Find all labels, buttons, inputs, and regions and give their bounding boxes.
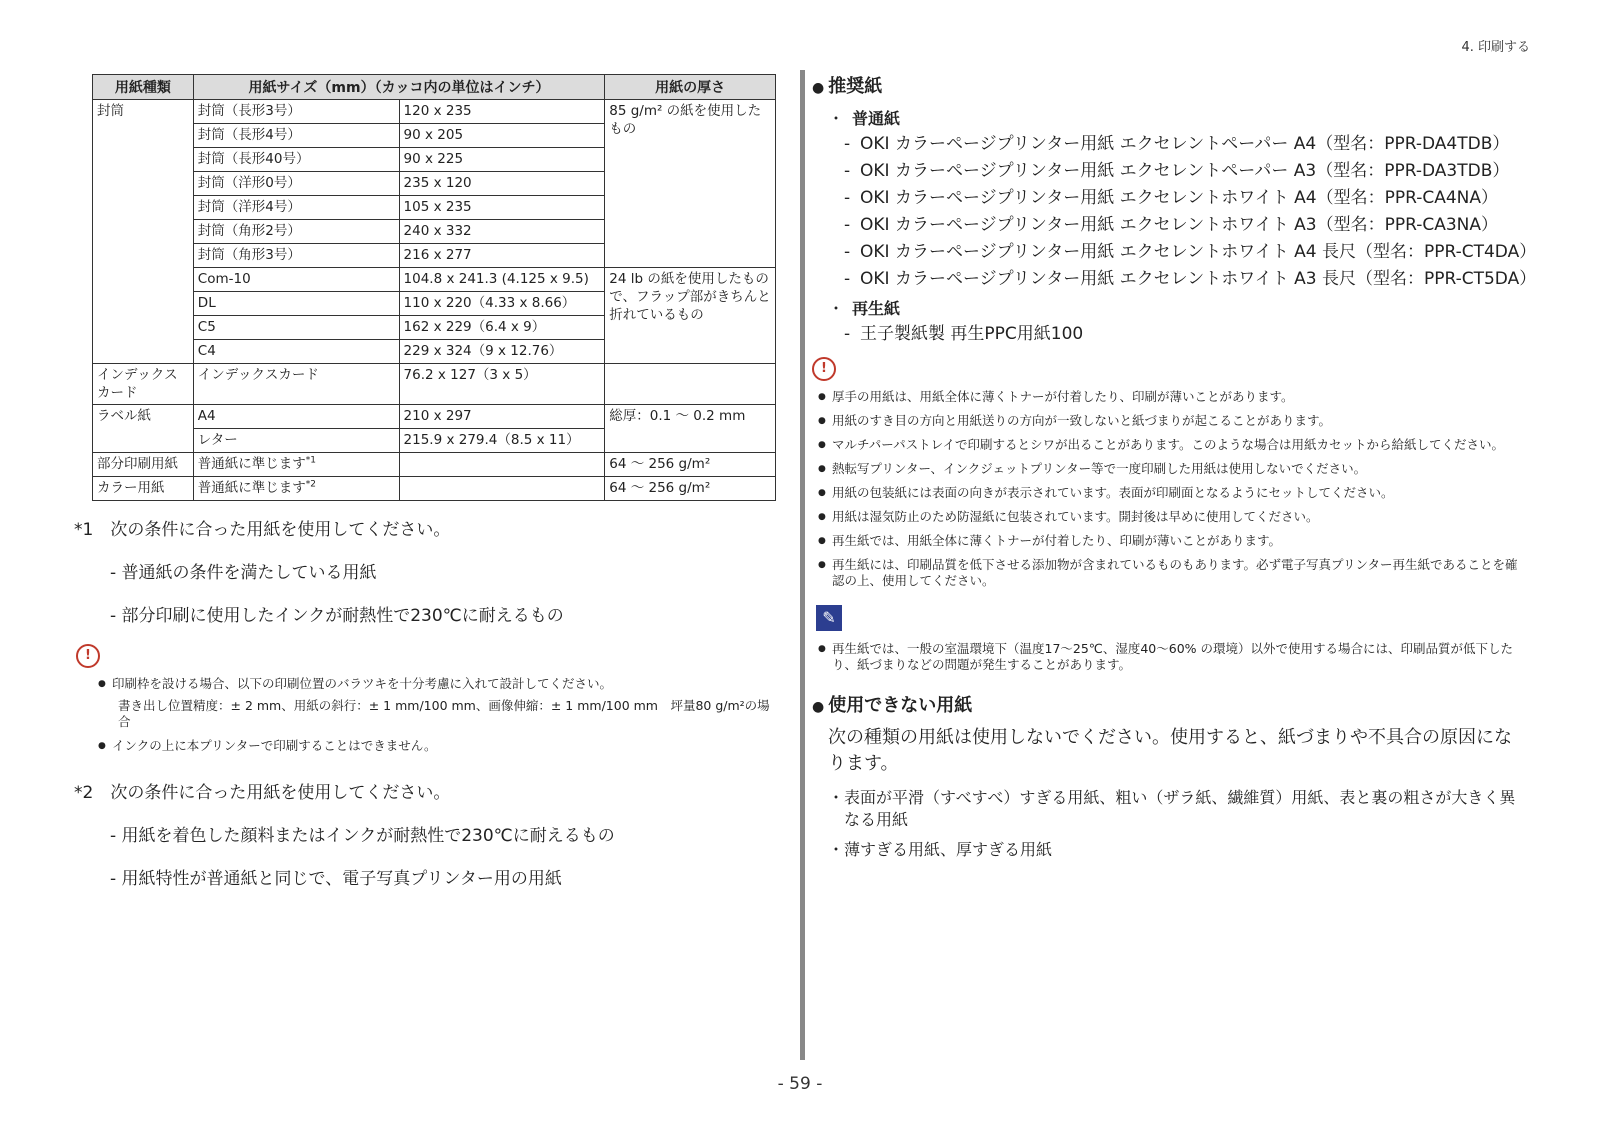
- cell-name: 封筒（角形2号）: [193, 220, 399, 244]
- cell-type-partial: 部分印刷用紙: [93, 453, 194, 477]
- cell-thickness: [605, 364, 776, 405]
- section-title-unusable: ● 使用できない用紙: [812, 695, 973, 716]
- list-item: ・ 薄すぎる用紙、厚すぎる用紙: [828, 840, 1053, 859]
- cell-type-index: インデックスカード: [93, 364, 194, 405]
- cell-name: C5: [193, 316, 399, 340]
- cell-name: 封筒（長形40号）: [193, 148, 399, 172]
- table-row: [93, 477, 776, 501]
- warning-icon: !: [812, 357, 836, 381]
- cell-name: DL: [193, 292, 399, 316]
- list-item: ● 熱転写プリンター、インクジェットプリンター等で一度印刷した用紙は使用しないでください。: [818, 461, 1528, 477]
- section-header: 4. 印刷する: [1461, 40, 1530, 55]
- cell-size: 240 x 332: [399, 220, 605, 244]
- cell-name: Com-10: [193, 268, 399, 292]
- table-row: [93, 453, 776, 477]
- table-row: [93, 405, 776, 429]
- footnote-1-item: - 普通紙の条件を満たしている用紙: [110, 563, 377, 583]
- footnote-1: *1 次の条件に合った用紙を使用してください。 - 普通紙の条件を満たしている用紙 - 部分印刷に使用したインクが耐熱性で230℃に耐えるもの ! ● 印刷枠を設ける場合、以下の印刷位置のバラツキを十分考慮に入れて設計してください。 書き出し位置精度：± 2 mm、用紙の斜行：± 1 mm/100 mm、画像伸縮：± 1 mm/100 mm 坪量80 g/m²の場合 ● インクの上に本プリンターで印刷することはできません。: [92, 515, 776, 754]
- left-column: [74, 74, 776, 907]
- cell-size: 76.2 x 127（3 x 5）: [399, 364, 605, 405]
- cell-size: 235 x 120: [399, 172, 605, 196]
- cell-type-color: カラー用紙: [93, 477, 194, 501]
- note-list: [812, 641, 1528, 673]
- list-item: ● 用紙のすき目の方向と用紙送りの方向が一致しないと紙づまりが起こることがあります。: [818, 413, 1528, 429]
- cell-size: 215.9 x 279.4（8.5 x 11）: [399, 429, 605, 453]
- cell-thickness: 64 ～ 256 g/m²: [605, 453, 776, 477]
- subsection-plain: ・ 普通紙: [828, 109, 901, 128]
- cell-size: 105 x 235: [399, 196, 605, 220]
- list-item: ● 再生紙では、一般の室温環境下（温度17～25℃、湿度40～60% の環境）以外で使用する場合には、印刷品質が低下したり、紙づまりなどの問題が発生することがあります。: [818, 641, 1528, 673]
- table-row: [93, 100, 776, 124]
- cell-size: 110 x 220（4.33 x 8.66）: [399, 292, 605, 316]
- list-item: ● 厚手の用紙は、用紙全体に薄くトナーが付着したり、印刷が薄いことがあります。: [818, 389, 1528, 405]
- cell-name: C4: [193, 340, 399, 364]
- cell-type-label: ラベル紙: [93, 405, 194, 453]
- bullet-icon: ●: [812, 699, 825, 715]
- table-row: [93, 364, 776, 405]
- pencil-note-icon: ✎: [816, 605, 842, 631]
- cell-name: 普通紙に準じます$^{*2}$: [193, 477, 399, 501]
- cell-size: 229 x 324（9 x 12.76）: [399, 340, 605, 364]
- warning-detail: 書き出し位置精度：± 2 mm、用紙の斜行：± 1 mm/100 mm、画像伸縮：± 1 mm/100 mm 坪量80 g/m²の場合: [118, 698, 770, 729]
- cell-size: 104.8 x 241.3 (4.125 x 9.5): [399, 268, 605, 292]
- cell-size: 90 x 225: [399, 148, 605, 172]
- header-paper-size: 用紙サイズ（mm）（カッコ内の単位はインチ）: [193, 75, 604, 100]
- list-item: - OKI カラーページプリンター用紙 エクセレントペーパー A3（型名：PPR-DA3TDB）: [844, 161, 1510, 181]
- list-item: - OKI カラーページプリンター用紙 エクセレントホワイト A3（型名：PPR-CA3NA）: [844, 215, 1498, 235]
- cell-name: 普通紙に準じます$^{*1}$: [193, 453, 399, 477]
- footnote-mark: *2: [305, 479, 317, 490]
- warning-list: [812, 389, 1528, 589]
- footnote-mark: *1: [305, 455, 317, 466]
- list-item: - OKI カラーページプリンター用紙 エクセレントホワイト A3 長尺（型名：PPR-CT5DA）: [844, 269, 1537, 289]
- right-column: [812, 72, 1537, 869]
- cell-name: 封筒（角形3号）: [193, 244, 399, 268]
- cell-name: 封筒（長形3号）: [193, 100, 399, 124]
- warning-list: [92, 676, 776, 754]
- cell-size: 216 x 277: [399, 244, 605, 268]
- bullet-icon: ●: [812, 80, 825, 96]
- list-item: - OKI カラーページプリンター用紙 エクセレントホワイト A4 長尺（型名：PPR-CT4DA）: [844, 242, 1537, 262]
- table-header-row: [93, 75, 776, 100]
- cell-thickness-intl: 24 lb の紙を使用したもので、フラップ部がきちんと折れているもの: [605, 268, 776, 364]
- cell-size: [399, 477, 605, 501]
- unusable-description: 次の種類の用紙は使用しないでください。使用すると、紙づまりや不具合の原因になります。: [828, 727, 1512, 774]
- paper-spec-table: [92, 74, 776, 501]
- cell-size: [399, 453, 605, 477]
- list-item: ● マルチパーパストレイで印刷するとシワが出ることがあります。このような場合は用紙カセットから給紙してください。: [818, 437, 1528, 453]
- cell-name: レター: [193, 429, 399, 453]
- cell-size: 210 x 297: [399, 405, 605, 429]
- list-item: ● 再生紙では、用紙全体に薄くトナーが付着したり、印刷が薄いことがあります。: [818, 533, 1528, 549]
- cell-size: 162 x 229（6.4 x 9）: [399, 316, 605, 340]
- cell-thickness: 64 ～ 256 g/m²: [605, 477, 776, 501]
- footnote-2-item: - 用紙を着色した顔料またはインクが耐熱性で230℃に耐えるもの: [110, 826, 615, 846]
- section-title-recommended: ● 推奨紙: [812, 76, 883, 97]
- list-item: - OKI カラーページプリンター用紙 エクセレントホワイト A4（型名：PPR-CA4NA）: [844, 188, 1498, 208]
- list-item: ・ 表面が平滑（すべすべ）すぎる用紙、粗い（ザラ紙、繊維質）用紙、表と裏の粗さが大きく異なる用紙: [828, 788, 1516, 829]
- list-item: - 王子製紙製 再生PPC用紙100: [844, 324, 1084, 344]
- cell-thickness: 総厚：0.1 ～ 0.2 mm: [605, 405, 776, 453]
- footnote-1-item: - 部分印刷に使用したインクが耐熱性で230℃に耐えるもの: [110, 606, 564, 626]
- page-number: - 59 -: [777, 1074, 823, 1094]
- cell-name: 封筒（長形4号）: [193, 124, 399, 148]
- list-item: - OKI カラーページプリンター用紙 エクセレントペーパー A4（型名：PPR-DA4TDB）: [844, 134, 1510, 154]
- column-divider: [800, 70, 805, 1060]
- cell-type-envelope: 封筒: [93, 100, 194, 364]
- footnote-2-item: - 用紙特性が普通紙と同じで、電子写真プリンター用の用紙: [110, 869, 562, 889]
- list-item: ● 用紙の包装紙には表面の向きが表示されています。表面が印刷面となるようにセットしてください。: [818, 485, 1528, 501]
- cell-size: 90 x 205: [399, 124, 605, 148]
- list-item: ● 印刷枠を設ける場合、以下の印刷位置のバラツキを十分考慮に入れて設計してください。: [98, 676, 776, 692]
- header-paper-type: 用紙種類: [93, 75, 194, 100]
- cell-name: 封筒（洋形0号）: [193, 172, 399, 196]
- list-item: ● 再生紙には、印刷品質を低下させる添加物が含まれているものもあります。必ず電子写真プリンター再生紙であることを確認の上、使用してください。: [818, 557, 1528, 589]
- cell-name: A4: [193, 405, 399, 429]
- footnote-2: *2 次の条件に合った用紙を使用してください。 - 用紙を着色した顔料またはインクが耐熱性で230℃に耐えるもの - 用紙特性が普通紙と同じで、電子写真プリンター用の用紙: [92, 778, 776, 889]
- warning-icon: !: [76, 644, 100, 668]
- list-item: ● インクの上に本プリンターで印刷することはできません。: [98, 738, 776, 754]
- subsection-recycled: ・ 再生紙: [828, 299, 901, 318]
- cell-thickness-jp: 85 g/m² の紙を使用したもの: [605, 100, 776, 268]
- header-paper-thickness: 用紙の厚さ: [605, 75, 776, 100]
- cell-size: 120 x 235: [399, 100, 605, 124]
- cell-name: インデックスカード: [193, 364, 399, 405]
- cell-name: 封筒（洋形4号）: [193, 196, 399, 220]
- table-row: [93, 268, 776, 292]
- list-item: ● 用紙は湿気防止のため防湿紙に包装されています。開封後は早めに使用してください。: [818, 509, 1528, 525]
